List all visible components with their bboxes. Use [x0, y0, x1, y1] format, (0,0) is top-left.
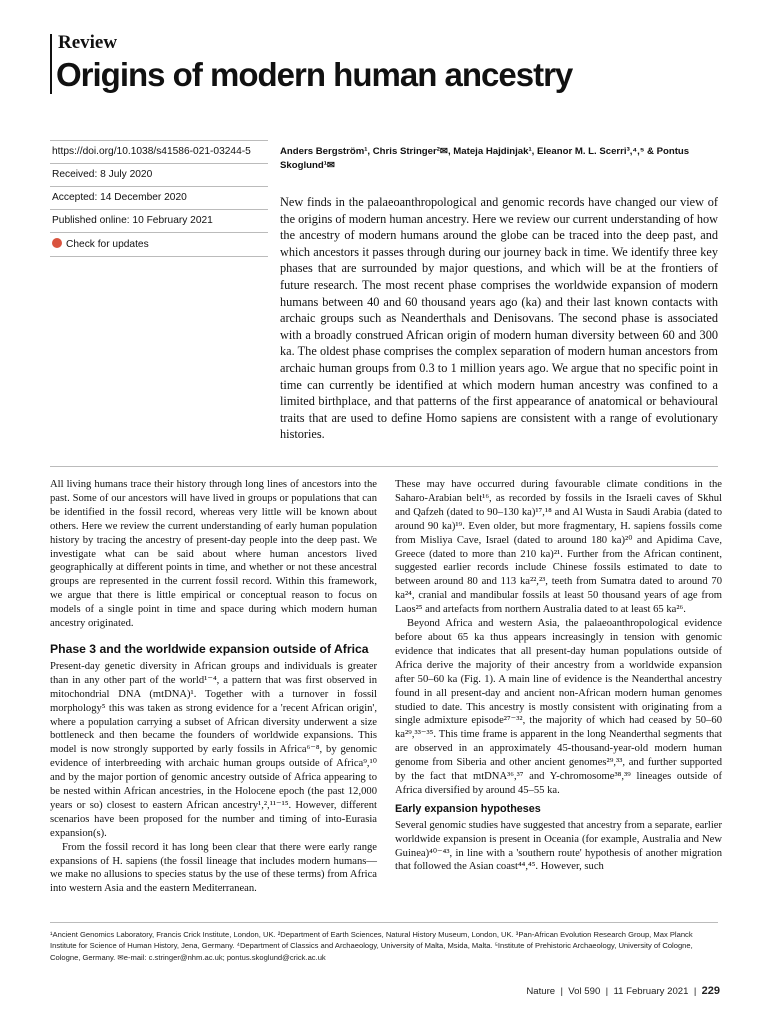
article-title: Origins of modern human ancestry: [56, 56, 573, 93]
body-paragraph: Beyond Africa and western Asia, the palaeoanthropological evidence before about 65 ka thus appears increasingly in tension with genomic evidence that indicates that all present-day human populations outside of Africa derive the majority of their ancestry from a worldwide expansion after 50–60 ka (Fig. 1). A main line of evidence is the Neanderthal ancestry found in all present-day and ancient non-African modern human genomes studied to date. This ancestry is mostly consistent with originating from a single admixture episode²⁷⁻³², the majority of which had ceased by 50–60 ka²⁹,³³⁻³⁵. This time frame is apparent in the long Neanderthal segments that are observed in an approximately 45-thousand-year-old modern human genome from Siberia and other ancient genomes²⁹,³³, and further supported by the fact that mtDNA³⁶,³⁷ and Y-chromosome³⁸,³⁹ lineages outside of Africa diversified by around 45–55 ka.: [395, 618, 722, 796]
section-marker-bar: [50, 34, 52, 94]
body-paragraph: Several genomic studies have suggested that ancestry from a separate, earlier worldwide expansion is present in Oceania (for example, Australia and New Guinea)⁴⁰⁻⁴³, in line with a 'southern route' hypothesis of another migration that followed the Asian coast⁴⁴,⁴⁵. However, such: [395, 819, 722, 873]
check-updates-label: Check for updates: [66, 239, 149, 250]
body-paragraph: These may have occurred during favourable climate conditions in the Saharo-Arabian belt¹⁶, as recorded by fossils in the Israeli caves of Skhul and Qafzeh (dated to 90–130 ka)¹⁷,¹⁸ and Al Wusta in Saudi Arabia (dated to around 90 ka)¹⁹. Even older, but more fragmentary, H. sapiens fossils come from Misliya Cave, Israel (dated to around 180 ka)²⁰ and Apidima Cave, Greece (dated to more than 210 ka)²¹. Further from the African continent, suggested earlier records include Chinese fossils estimated to date to between around 80 and 113 ka²²,²³, teeth from Sumatra dated to around 70 ka²⁴, cranial and mandibular fossils at least 50 thousand years of age from Laos²⁵ and artefacts from northern Australia dated to at least 65 ka²⁶.: [395, 479, 722, 616]
body-paragraph: Present-day genetic diversity in African groups and individuals is greater than in any other part of the world¹⁻⁴, a pattern that was first observed in mitochondrial DNA (mtDNA)¹. Together with a turnover in fossil morphology⁵ this was taken as strong evidence for a 'recent African origin', where a population carrying a subset of African diversity underwent a size bottleneck and then became the founders of worldwide expansions. This model is now strongly supported by early fossils in Africa⁶⁻⁸, by genomic evidence of interbreeding with archaic human groups outside of Africa⁹,¹⁰ and by the major portion of genomic ancestry outside of Africa appearing to be nested within African ancestries, in the Holocene epoch (the past 12,000 years or so) closest to eastern African ancestry¹,²,¹¹⁻¹⁵. However, different scenarios have been proposed for the number and timing of into-Eurasia expansion(s).: [50, 660, 377, 839]
body-column-right: [395, 478, 722, 874]
abstract: New finds in the palaeoanthropological and genomic records have changed our view of the origins of modern human ancestry. Here we review our current understanding of how the ancestry of modern humans around the globe can be traced into the deep past, and which ancestors it passes through during our journey back in time. We identify three key phases that are surrounded by major questions, and which will be at the frontiers of future research. The most recent phase comprises the worldwide expansion of modern humans between 40 and 60 thousand years ago (ka) and their last known contacts with archaic groups such as Neanderthals and Denisovans. The second phase is associated with a broadly construed African origin of modern human diversity between 60 and 300 ka. The oldest phase comprises the complex separation of modern human ancestors from archaic human groups from 0.3 to 1 million years ago. We argue that no specific point in time can currently be identified at which modern human ancestry was confined to a limited birthplace, and that patterns of the first appearance of anatomical or behavioural traits that are used to define Homo sapiens are consistent with a range of evolutionary histories.: [280, 195, 718, 442]
volume: Vol 590: [568, 986, 601, 997]
divider: [50, 466, 718, 467]
subsection-heading: Early expansion hypotheses: [395, 802, 541, 815]
affiliations-footnote: ¹Ancient Genomics Laboratory, Francis Crick Institute, London, UK. ²Department of Earth Sciences, Natural History Museum, London, UK. ³Pan-African Evolution Research Group, Max Planck Institute for Science of Human History, Jena, Germany. ⁴Department of Classics and Archaeology, University of Malta, Msida, Malta. ⁵Institute of Prehistoric Archaeology, University of Cologne, Cologne, Germany. ✉e-mail: c.stringer@nhm.ac.uk; pontus.skoglund@crick.ac.uk: [50, 930, 693, 962]
published-date: Published online: 10 February 2021: [50, 209, 268, 232]
check-updates-icon: [52, 238, 62, 248]
body-paragraph: From the fossil record it has long been clear that there were early range expansions of H. sapiens (the fossil lineage that includes modern humans—we make no allusions to species status by the use of these terms) from Africa into western Asia and the eastern Mediterranean.: [50, 841, 377, 895]
body-column-left: [50, 478, 377, 896]
section-label: Review: [58, 32, 118, 53]
doi-link[interactable]: https://doi.org/10.1038/s41586-021-03244-5: [50, 140, 268, 163]
author-list: Anders Bergström¹, Chris Stringer²✉, Mateja Hajdinjak¹, Eleanor M. L. Scerri³,⁴,⁵ & Pontus Skoglund¹✉: [280, 146, 690, 171]
footnote-divider: [50, 922, 718, 923]
check-for-updates-link[interactable]: [50, 232, 268, 257]
intro-paragraph: All living humans trace their history through long lines of ancestors into the past. Some of our ancestors will have lived in groups or populations that can be identified in the fossil record, whereas very little will be known about others. Here we review the current understanding of early human population history by tracing the ancestry of present-day people into the deep past. We investigate what can be said about where human ancestors lived geographically at different points in time, and whether or not these ancestral groups are represented in the current fossil record. Within this framework, we argue that there is little empirical or conceptual reason to focus on models of a single point in time and space during which modern human ancestry originated.: [50, 479, 377, 630]
issue-date: 11 February 2021: [613, 986, 689, 997]
page-footer: Nature | Vol 590 | 11 February 2021 | 229: [526, 985, 720, 997]
page-number: 229: [701, 985, 720, 997]
journal-name: Nature: [526, 986, 556, 997]
received-date: Received: 8 July 2020: [50, 163, 268, 186]
article-metadata: [50, 140, 268, 257]
section-heading: Phase 3 and the worldwide expansion outside of Africa: [50, 641, 369, 656]
accepted-date: Accepted: 14 December 2020: [50, 186, 268, 209]
